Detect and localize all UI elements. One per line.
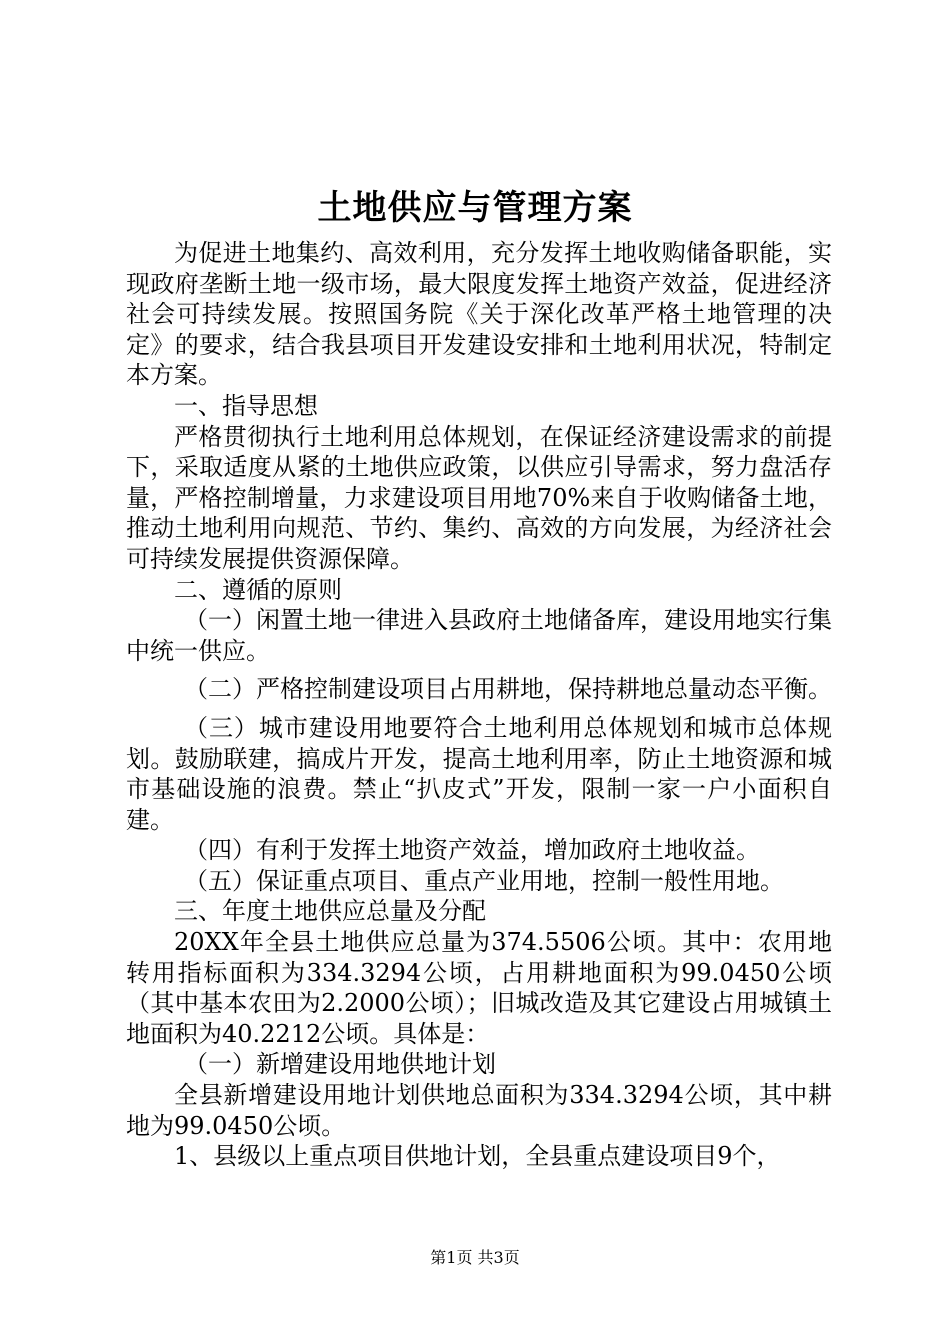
principle-4: （四）有利于发挥土地资产效益，增加政府土地收益。	[184, 836, 760, 865]
section-heading-1: 一、指导思想	[174, 391, 318, 420]
paragraph-new-land: 全县新增建设用地计划供地总面积为334.3294公顷，其中耕地为99.0450公顷。	[126, 1081, 832, 1140]
page-number-footer: 第1页 共3页	[430, 1248, 520, 1267]
document-body	[126, 238, 832, 1172]
principle-2: （二）严格控制建设项目占用耕地，保持耕地总量动态平衡。	[184, 675, 832, 704]
paragraph-guiding: 严格贯彻执行土地利用总体规划，在保证经济建设需求的前提下，采取适度从紧的土地供应政策，以供应引导需求，努力盘活存量，严格控制增量，力求建设项目用地70%来自于收购储备土地，推动土地利用向规范、节约、集约、高效的方向发展，为经济社会可持续发展提供资源保障。	[126, 422, 832, 573]
principle-5: （五）保证重点项目、重点产业用地，控制一般性用地。	[184, 866, 784, 895]
paragraph-total-supply: 20XX年全县土地供应总量为374.5506公顷。其中：农用地转用指标面积为334.3294公顷，占用耕地面积为99.0450公顷（其中基本农田为2.2000公顷）；旧城改造及其它建设占用城镇土地面积为40.2212公顷。具体是：	[126, 928, 832, 1048]
principle-3: （三）城市建设用地要符合土地利用总体规划和城市总体规划。鼓励联建，搞成片开发，提高土地利用率，防止土地资源和城市基础设施的浪费。禁止“扒皮式”开发，限制一家一户小面积自建。	[126, 713, 832, 834]
paragraph-intro: 为促进土地集约、高效利用，充分发挥土地收购储备职能，实现政府垄断土地一级市场，最大限度发挥土地资产效益，促进经济社会可持续发展。按照国务院《关于深化改革严格土地管理的决定》的要求，结合我县项目开发建设安排和土地利用状况，特制定本方案。	[126, 239, 832, 390]
document-title: 土地供应与管理方案	[317, 188, 633, 228]
principle-1: （一）闲置土地一律进入县政府土地储备库，建设用地实行集中统一供应。	[126, 606, 832, 665]
section-heading-3: 三、年度土地供应总量及分配	[174, 897, 486, 926]
subsection-heading-1: （一）新增建设用地供地计划	[184, 1050, 496, 1079]
section-heading-2: 二、遵循的原则	[174, 575, 342, 604]
paragraph-key-projects: 1、县级以上重点项目供地计划，全县重点建设项目9个，	[174, 1142, 781, 1171]
